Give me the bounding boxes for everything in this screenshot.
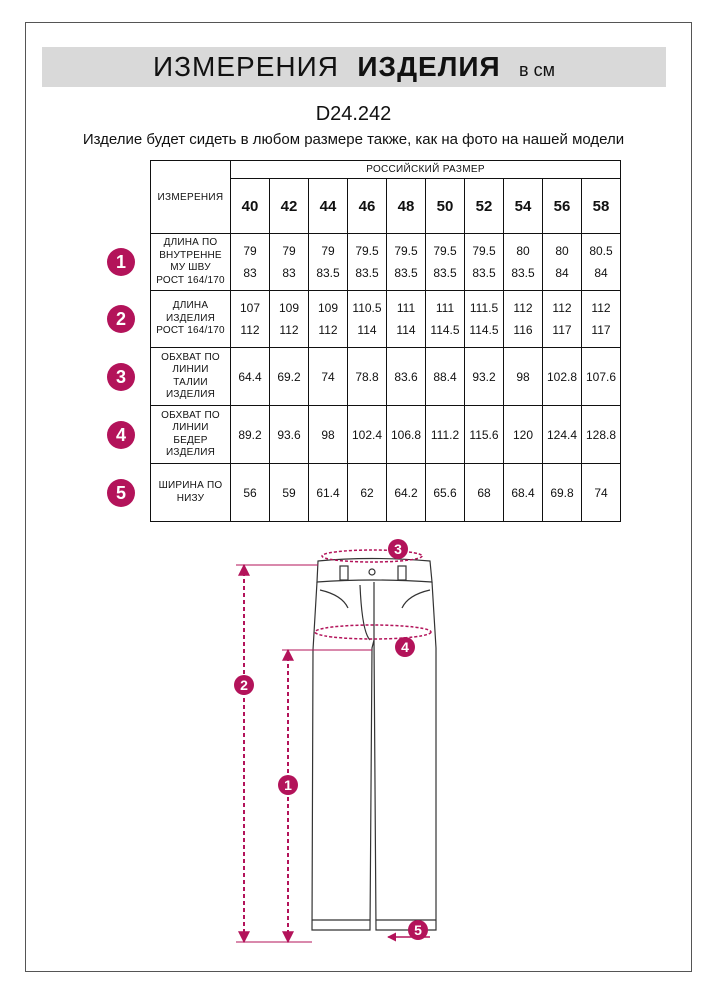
cell-value: 128.8	[585, 427, 617, 442]
row-badge-1: 1	[107, 248, 135, 276]
row-badge-2: 2	[107, 305, 135, 333]
row-label-line: РОСТ 164/170	[156, 325, 225, 337]
row-label-line: ОБХВАТ ПО	[161, 409, 220, 421]
size-40: 40	[231, 179, 270, 234]
cell-value: 102.4	[351, 427, 383, 442]
cell-value: 74	[321, 369, 335, 384]
measure-header: ИЗМЕРЕНИЯ	[151, 161, 231, 234]
cell-value: 79	[321, 244, 335, 258]
cell-value: 65.6	[433, 485, 457, 500]
row-label-line: ШИРИНА ПО	[158, 480, 223, 491]
cell-value: 88.4	[433, 369, 457, 384]
row-badge-4: 4	[107, 421, 135, 449]
row-label-line: ОБХВАТ ПО	[161, 351, 220, 363]
cell-value: 79.5	[472, 244, 496, 258]
size-52: 52	[465, 179, 504, 234]
cell-value: 106.8	[390, 427, 422, 442]
title-product: ИЗДЕЛИЯ	[357, 51, 501, 82]
svg-text:2: 2	[240, 677, 248, 693]
cell-value: 79.5	[355, 244, 379, 258]
size-54: 54	[504, 179, 543, 234]
size-50: 50	[426, 179, 465, 234]
cell-value: 109	[317, 301, 339, 315]
row-badge-5: 5	[107, 479, 135, 507]
cell-value: 117	[552, 323, 572, 337]
cell-value: 107.6	[585, 369, 617, 384]
cell-value: 98	[516, 369, 530, 384]
cell-value: 56	[243, 485, 257, 500]
cell-value: 114.5	[430, 323, 460, 337]
row-label-line: ЛИНИИ	[172, 422, 209, 433]
size-58: 58	[582, 179, 621, 234]
cell-value: 120	[512, 427, 534, 442]
row-label-line: ИЗДЕЛИЯ	[165, 312, 216, 324]
cell-value: 64.2	[394, 485, 418, 500]
cell-value: 98	[321, 427, 335, 442]
cell-value: 117	[591, 323, 611, 337]
cell-value: 83.6	[394, 369, 418, 384]
cell-value: 116	[513, 323, 533, 337]
cell-value: 111.2	[430, 427, 460, 442]
cell-value: 61.4	[316, 485, 340, 500]
cell-value: 83.5	[472, 266, 496, 280]
cell-value: 93.6	[277, 427, 301, 442]
cell-value: 79.5	[433, 244, 457, 258]
cell-value: 80	[516, 244, 530, 258]
size-46: 46	[348, 179, 387, 234]
cell-value: 78.8	[355, 369, 379, 384]
row-label-line: ИЗДЕЛИЯ	[165, 389, 216, 400]
cell-value: 83.5	[394, 266, 418, 280]
cell-value: 111.5	[469, 301, 499, 315]
cell-value: 59	[282, 485, 296, 500]
cell-value: 114.5	[469, 323, 499, 337]
cell-value: 80.5	[589, 244, 613, 258]
cell-value: 124.4	[546, 427, 578, 442]
cell-value: 84	[555, 266, 569, 280]
row-label-line: ДЛИНА ПО	[163, 237, 218, 248]
row-label-line: ДЛИНА	[172, 300, 209, 312]
cell-value: 89.2	[238, 427, 262, 442]
cell-value: 62	[360, 485, 374, 500]
cell-value: 112	[513, 301, 533, 315]
cell-value: 83.5	[316, 266, 340, 280]
svg-text:5: 5	[414, 922, 422, 938]
article-code: D24.242	[315, 103, 392, 125]
cell-value: 79.5	[394, 244, 418, 258]
cell-value: 83.5	[355, 266, 379, 280]
row-label-line: МУ ШВУ	[170, 262, 211, 273]
size-48: 48	[387, 179, 426, 234]
length-measure	[234, 565, 318, 942]
title-units: в см	[519, 60, 555, 80]
cell-value: 93.2	[472, 369, 496, 384]
cell-value: 107	[239, 301, 261, 315]
row-label-line: ТАЛИИ	[173, 376, 208, 388]
cell-value: 68.4	[511, 485, 535, 500]
cell-value: 83.5	[433, 266, 457, 280]
cell-value: 83	[282, 266, 296, 280]
cell-value: 84	[594, 266, 608, 280]
cell-value: 111	[396, 301, 416, 315]
size-44: 44	[309, 179, 348, 234]
cell-value: 69.2	[277, 369, 301, 384]
size-42: 42	[270, 179, 309, 234]
row-label-line: РОСТ 164/170	[156, 274, 225, 286]
cell-value: 111	[435, 301, 455, 315]
row-label-line: ЛИНИИ	[172, 364, 209, 375]
svg-text:4: 4	[401, 639, 409, 655]
cell-value: 68	[477, 485, 491, 500]
row-label-line: БЕДЕР	[173, 434, 208, 446]
cell-value: 110.5	[352, 301, 382, 315]
cell-value: 80	[555, 244, 569, 258]
cell-value: 109	[278, 301, 300, 315]
title-measurements: ИЗМЕРЕНИЯ	[152, 51, 339, 82]
cell-value: 115.6	[469, 427, 499, 442]
cell-value: 112	[591, 301, 611, 315]
row-label-line: НИЗУ	[176, 492, 205, 504]
cell-value: 69.8	[550, 485, 574, 500]
size-system-header: РОССИЙСКИЙ РАЗМЕР	[231, 161, 621, 179]
cell-value: 64.4	[238, 369, 262, 384]
cell-value: 112	[240, 323, 260, 337]
cell-value: 114	[357, 323, 377, 337]
row-label-line: ИЗДЕЛИЯ	[165, 447, 216, 458]
cell-value: 112	[279, 323, 299, 337]
cell-value: 102.8	[546, 369, 578, 384]
cell-value: 112	[318, 323, 338, 337]
svg-text:3: 3	[394, 541, 402, 557]
cell-value: 79	[282, 244, 296, 258]
size-56: 56	[543, 179, 582, 234]
inseam-measure	[278, 650, 372, 942]
row-badge-3: 3	[107, 363, 135, 391]
trousers-outline	[312, 559, 436, 931]
fit-note: Изделие будет сидеть в любом размере также, как на фото на нашей модели	[82, 131, 625, 148]
cell-value: 114	[396, 323, 416, 337]
cell-value: 112	[552, 301, 572, 315]
cell-value: 79	[243, 244, 257, 258]
cell-value: 83.5	[511, 266, 535, 280]
cell-value: 83	[243, 266, 257, 280]
row-label-line: ВНУТРЕННЕ	[159, 249, 222, 261]
svg-text:1: 1	[284, 777, 292, 793]
hip-measure	[315, 625, 431, 657]
cell-value: 74	[594, 485, 608, 500]
